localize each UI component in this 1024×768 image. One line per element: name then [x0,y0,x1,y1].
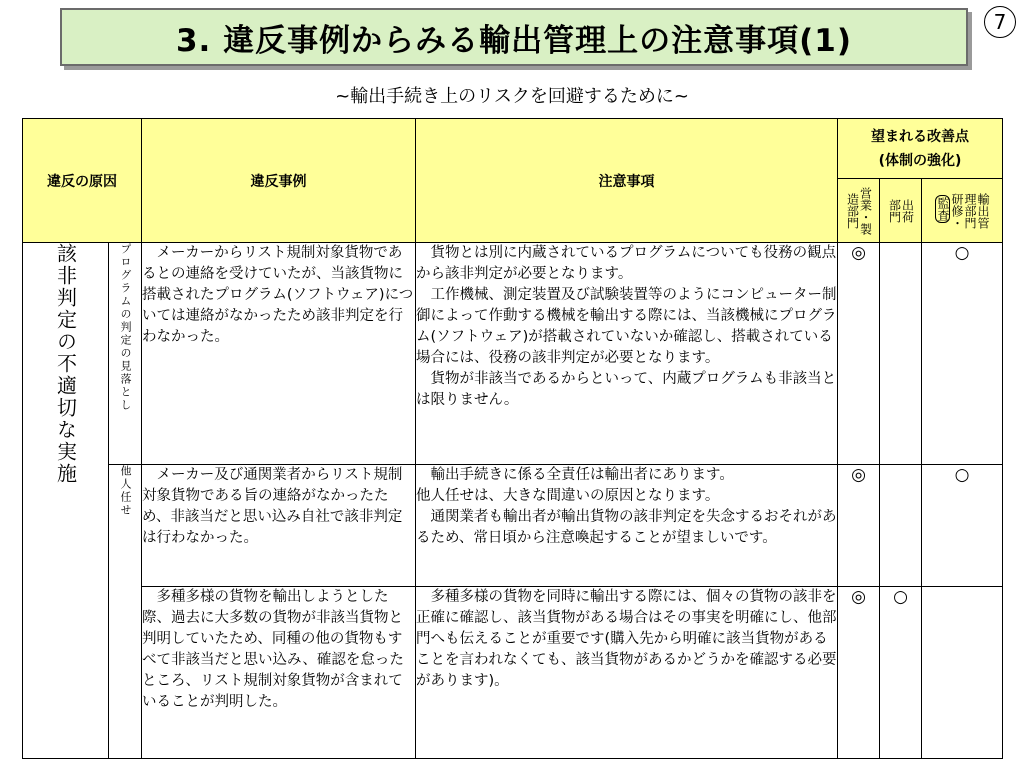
mark-sales-2: ◎ [838,465,880,587]
header-dept-admin-line2: 理部門 [963,192,977,229]
slide-title: 3. 違反事例からみる輸出管理上の注意事項(1) [60,8,968,66]
note-2-para-2: 他人任せは、大きな間違いの原因となります。 [416,488,720,504]
page-number-badge: 7 [984,6,1016,38]
cause-sub-text-delegation: 他人任せ [119,465,132,517]
note-2-para-3: 通関業者も輸出者が輸出貨物の該非判定を失念するおそれがあるため、常日頃から注意喚起することが望ましいです。 [416,509,837,546]
header-example: 違反事例 [142,119,416,243]
note-1-para-3: 貨物が非該当であるからといって、内蔵プログラムも非該当とは限りません。 [416,371,837,408]
note-1-para-1: 貨物とは別に内蔵されているプログラムについても役務の観点から該非判定が必要となります。 [416,245,837,282]
mark-sales-3: ◎ [838,587,880,759]
cause-main-text: 該非判定の不適切な実施 [53,243,78,485]
header-dept-admin-line1: 輸出管 [976,192,990,229]
mark-admin-1: ○ [922,243,1003,465]
header-improvement [838,119,1003,179]
mark-shipping-1 [880,243,922,465]
mark-admin-2: ○ [922,465,1003,587]
violation-table [22,118,1003,759]
header-dept-admin [922,179,1003,243]
header-note: 注意事項 [416,119,838,243]
example-cell-2 [142,465,416,587]
header-dept-shipping-line1: 出荷 [900,198,915,223]
slide-subtitle: ~輸出手続き上のリスクを回避するために~ [335,86,689,107]
header-dept-admin-line4: 監査 [936,196,950,221]
cause-sub-cell-delegation [109,465,142,759]
cause-sub-cell-program [109,243,142,465]
header-dept-sales-line1: 営業・製 [858,186,873,235]
example-cell-3 [142,587,416,759]
header-dept-sales-line2: 造部門 [845,192,860,229]
example-text-1: メーカーからリスト規制対象貨物であるとの連絡を受けていたが、当該貨物に搭載されたプログラム(ソフトウェア)については連絡がなかったため該非判定を行わなかった。 [142,245,414,345]
note-3-para-1: 多種多様の貨物を同時に輸出する際には、個々の貨物の該非を正確に確認し、該当貨物がある場合はその事実を明確にし、他部門へも伝えることが重要です(購入先から明確に該当貨物があることを言われなくても、該当貨物があるかどうかを確認する必要があります)。 [416,589,837,689]
header-dept-shipping [880,179,922,243]
mark-sales-1: ◎ [838,243,880,465]
note-cell-1 [416,243,838,465]
cause-sub-text-program: プログラムの判定の見落とし [119,243,132,412]
mark-shipping-2 [880,465,922,587]
example-text-2: メーカー及び通関業者からリスト規制対象貨物である旨の連絡がなかったため、非該当だと思い込み自社で該非判定は行わなかった。 [142,467,403,546]
example-text-3: 多種多様の貨物を輸出しようとした際、過去に大多数の貨物が非該当貨物と判明していたため、同種の他の貨物もすべて非該当だと思い込み、確認を怠ったところ、リスト規制対象貨物が含まれていることが判明した。 [142,589,404,710]
header-dept-sales [838,179,880,243]
example-cell-1 [142,243,416,465]
header-improvement-line2: (体制の強化) [878,152,962,169]
header-improvement-line1: 望まれる改善点 [871,128,969,145]
note-cell-2 [416,465,838,587]
header-cause: 違反の原因 [23,119,142,243]
note-cell-3 [416,587,838,759]
cause-main-cell [23,243,109,759]
note-1-para-2: 工作機械、測定装置及び試験装置等のようにコンピューター制御によって作動する機械を輸出する際には、当該機械にプログラム(ソフトウェア)が搭載されていないか確認し、搭載されている場合には、役務の該非判定が必要となります。 [416,287,837,366]
note-2-para-1: 輸出手続きに係る全責任は輸出者にあります。 [430,467,734,483]
mark-shipping-3: ○ [880,587,922,759]
header-dept-shipping-line2: 部門 [887,198,902,223]
header-dept-admin-line3: 研修・ [950,192,964,229]
mark-admin-3 [922,587,1003,759]
